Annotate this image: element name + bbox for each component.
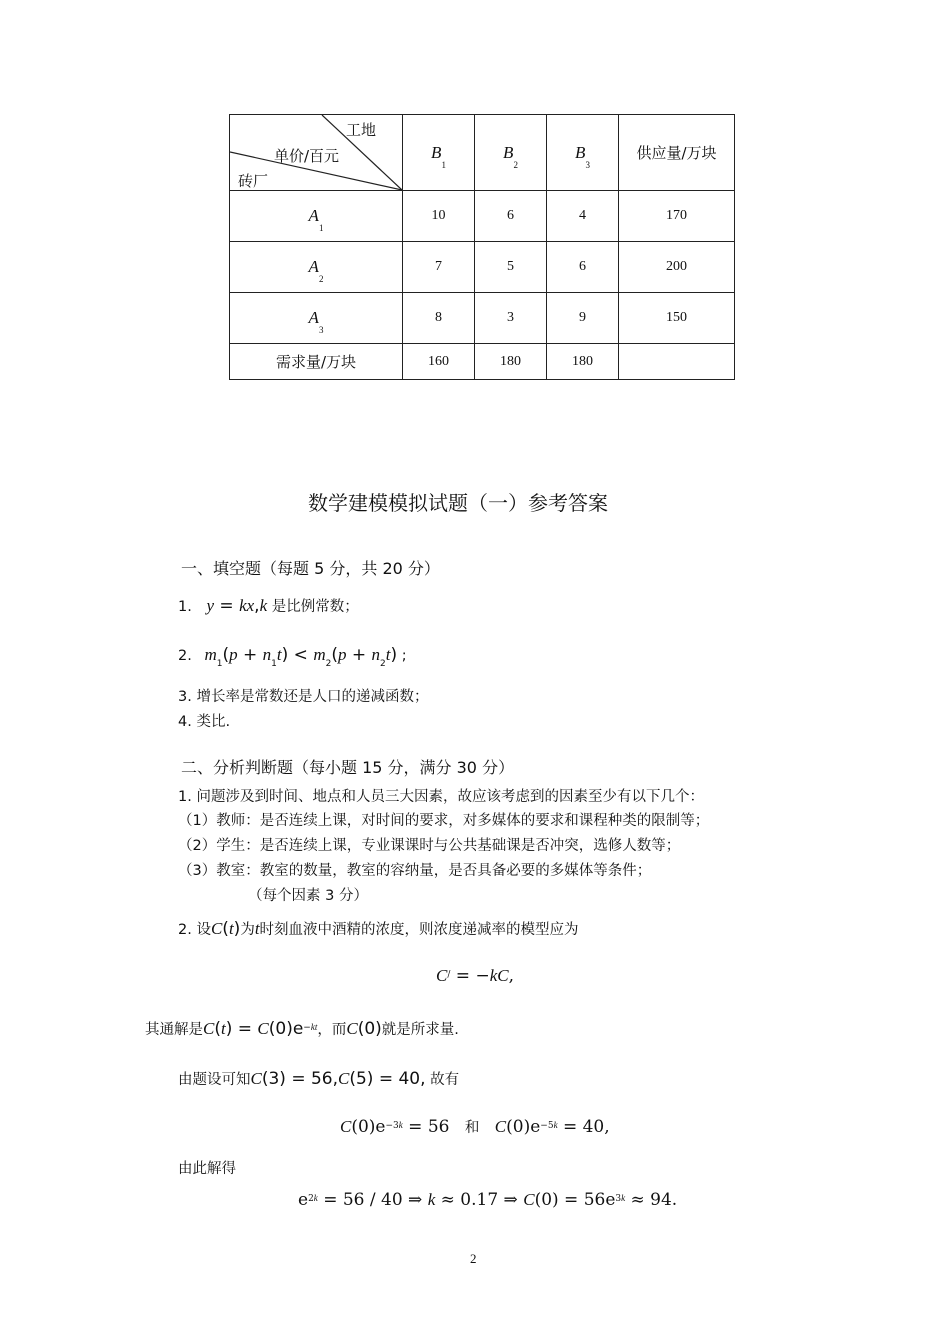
question2-intro: 2. 设C(t)为t时刻血液中酒精的浓度，则浓度递减率的模型应为 <box>178 919 579 939</box>
section2-heading: 二、分析判断题（每小题 15 分，满分 30 分） <box>181 758 515 777</box>
equation-system: $C(0)e^{-3k} = 56$ 和 $C(0)e^{-5k} = 40$, <box>340 1117 610 1137</box>
table-row <box>230 191 735 242</box>
price-table <box>229 114 735 380</box>
section2-p2: （1）教师：是否连续上课，对时间的要求，对多媒体的要求和课程种类的限制等； <box>178 813 710 829</box>
cell: 3 <box>475 293 547 344</box>
cell-supply: 150 <box>619 293 735 344</box>
given-values: 由题设可知C(3) = 56,C(5) = 40, 故有 <box>178 1069 460 1089</box>
section2-p5: （每个因素 3 分） <box>248 888 368 904</box>
cell: 6 <box>475 191 547 242</box>
header-site: 工地 <box>346 121 377 139</box>
table-row-demand <box>230 344 735 380</box>
section2-p1: 1. 问题涉及到时间、地点和人员三大因素，故应该考虑到的因素至少有以下几个： <box>178 789 704 805</box>
header-factory: 砖厂 <box>238 172 269 190</box>
section1-item2: 2. $m_1(p + n_1t) < m_2(p + n_2t)$ ; <box>178 645 407 669</box>
general-solution: 其通解是$C(t) = C(0)e^{-kt}$，而C(0)就是所求量. <box>145 1019 459 1039</box>
row-header-a2: $A_2$ <box>230 242 403 293</box>
cell: 180 <box>547 344 619 380</box>
equation-model: C/ = −kC, <box>436 966 514 986</box>
section2-p4: （3）教室：教室的数量，教室的容纳量，是否具备必要的多媒体等条件； <box>178 863 652 879</box>
cell: 7 <box>403 242 475 293</box>
cell: 10 <box>403 191 475 242</box>
section1-heading: 一、填空题（每题 5 分，共 20 分） <box>181 559 440 578</box>
cell: 180 <box>475 344 547 380</box>
table-row <box>230 293 735 344</box>
cell-empty <box>619 344 735 380</box>
equation-solution: $e^{2k} = 56 / 40$ ⇒ k ≈ 0.17 ⇒ $C(0) = 56e^{3k} \approx 94$. <box>298 1190 678 1210</box>
solve-prefix: 由此解得 <box>178 1161 236 1177</box>
table-row <box>230 242 735 293</box>
col-header-b1: $B_1$ <box>403 115 475 191</box>
cell: 9 <box>547 293 619 344</box>
cell: 8 <box>403 293 475 344</box>
section1-item3: 3. 增长率是常数还是人口的递减函数； <box>178 689 429 705</box>
cell: 5 <box>475 242 547 293</box>
col-header-b2: $B_2$ <box>475 115 547 191</box>
page-title: 数学建模模拟试题（一）参考答案 <box>308 491 608 515</box>
col-header-supply: 供应量/万块 <box>619 115 735 191</box>
page-number: 2 <box>470 1251 477 1266</box>
header-unit-price: 单价/百元 <box>274 147 340 165</box>
row-header-demand: 需求量/万块 <box>230 344 403 380</box>
section1-item4: 4. 类比. <box>178 714 231 730</box>
section2-p3: （2）学生：是否连续上课，专业课课时与公共基础课是否冲突，选修人数等； <box>178 838 681 854</box>
row-header-a1: $A_1$ <box>230 191 403 242</box>
cell: 4 <box>547 191 619 242</box>
row-header-a3: $A_3$ <box>230 293 403 344</box>
col-header-b3: $B_3$ <box>547 115 619 191</box>
section1-item1: 1. y = kx,k 是比例常数； <box>178 596 359 616</box>
cell-supply: 170 <box>619 191 735 242</box>
diagonal-header-cell <box>230 115 403 191</box>
cell-supply: 200 <box>619 242 735 293</box>
cell: 160 <box>403 344 475 380</box>
cell: 6 <box>547 242 619 293</box>
